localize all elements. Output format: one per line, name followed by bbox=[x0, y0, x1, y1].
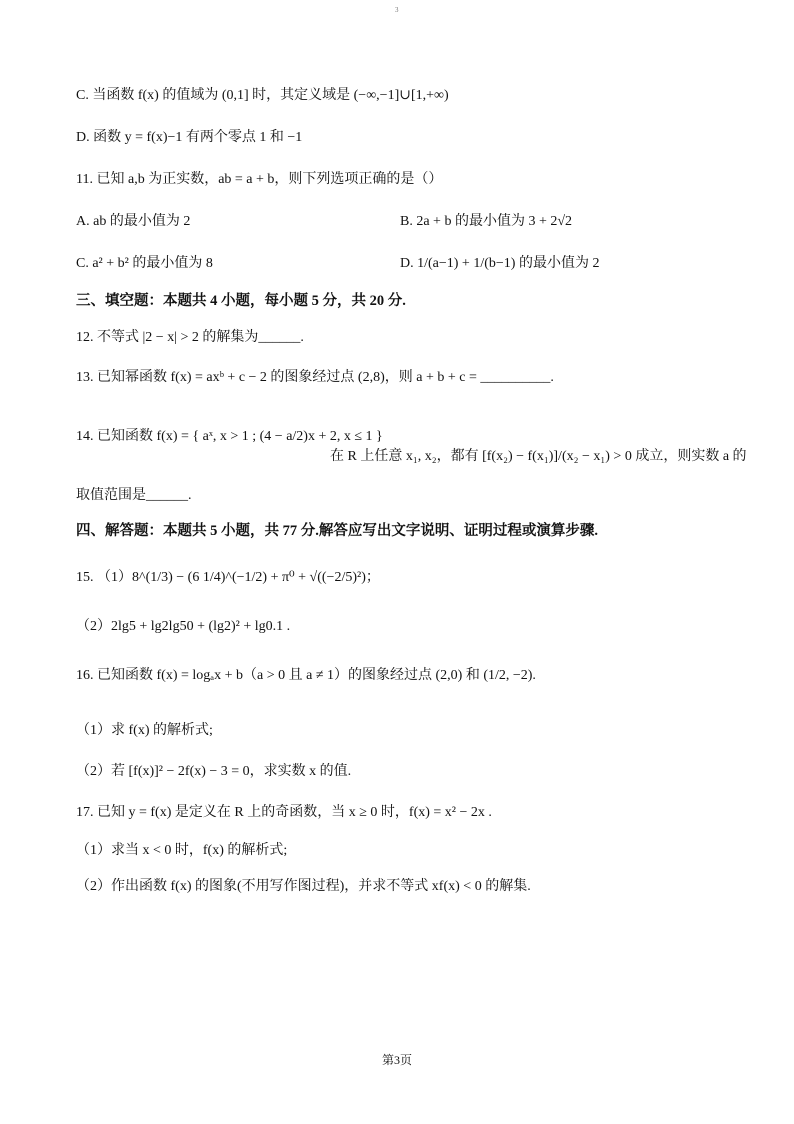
question-16-part-2: （2）若 [f(x)]² − 2f(x) − 3 = 0，求实数 x 的值. bbox=[76, 764, 352, 779]
question-14-function: 14. 已知函数 f(x) = { aˣ, x > 1 ; (4 − a/2)x + 2, x ≤ 1 } bbox=[76, 429, 383, 444]
q11-option-d: D. 1/(a−1) + 1/(b−1) 的最小值为 2 bbox=[400, 256, 600, 271]
question-16-part-1: （1）求 f(x) 的解析式; bbox=[76, 723, 213, 738]
q11-option-b: B. 2a + b 的最小值为 3 + 2√2 bbox=[400, 214, 573, 229]
question-17-part-1: （1）求当 x < 0 时，f(x) 的解析式; bbox=[76, 843, 288, 858]
question-12: 12. 不等式 |2 − x| > 2 的解集为______. bbox=[76, 330, 304, 345]
q11-option-c: C. a² + b² 的最小值为 8 bbox=[76, 256, 213, 271]
question-15-part-1: 15. （1）8^(1/3) − (6 1/4)^(−1/2) + π⁰ + √((−2/5)²)； bbox=[76, 570, 380, 585]
question-15-part-2: （2）2lg5 + lg2lg50 + (lg2)² + lg0.1 . bbox=[76, 619, 291, 634]
section-4-heading: 四、解答题：本题共 5 小题，共 77 分.解答应写出文字说明、证明过程或演算步骤. bbox=[76, 523, 598, 539]
page-footer: 第3页 bbox=[381, 1053, 412, 1067]
question-11: 11. 已知 a,b 为正实数，ab = a + b，则下列选项正确的是（） bbox=[76, 172, 443, 187]
section-3-heading: 三、填空题：本题共 4 小题，每小题 5 分，共 20 分. bbox=[76, 293, 406, 309]
option-c-line: C. 当函数 f(x) 的值域为 (0,1] 时，其定义域是 (−∞,−1]∪[1,+∞) bbox=[76, 88, 449, 103]
question-16: 16. 已知函数 f(x) = logₐx + b（a > 0 且 a ≠ 1）的图象经过点 (2,0) 和 (1/2, −2). bbox=[76, 668, 536, 683]
header-mark: 3 bbox=[395, 6, 399, 14]
question-17: 17. 已知 y = f(x) 是定义在 R 上的奇函数，当 x ≥ 0 时，f(x) = x² − 2x . bbox=[76, 805, 492, 820]
q11-option-a: A. ab 的最小值为 2 bbox=[76, 214, 191, 229]
question-13: 13. 已知幂函数 f(x) = axᵇ + c − 2 的图象经过点 (2,8)，则 a + b + c = __________. bbox=[76, 370, 554, 385]
question-17-part-2: （2）作出函数 f(x) 的图象(不用写作图过程)，并求不等式 xf(x) < 0 的解集. bbox=[76, 879, 531, 894]
question-14-condition: 在 R 上任意 x₁, x₂，都有 [f(x₂) − f(x₁)]/(x₂ − x₁) > 0 成立，则实数 a 的 bbox=[330, 449, 747, 464]
question-14-end: 取值范围是______. bbox=[76, 488, 192, 503]
option-d-line: D. 函数 y = f(x)−1 有两个零点 1 和 −1 bbox=[76, 130, 303, 145]
